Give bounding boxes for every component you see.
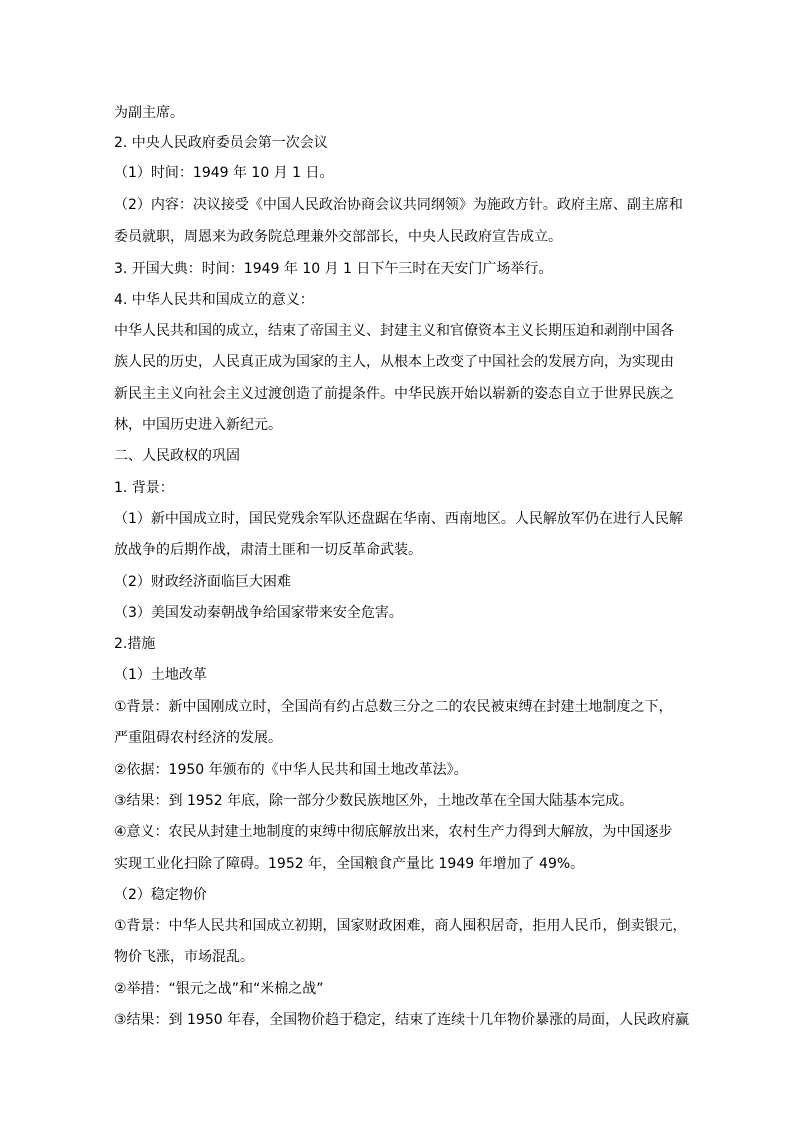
text-line: ②依据：1950 年颁布的《中华人民共和国土地改革法》。: [114, 762, 468, 778]
section-heading: 2. 中央人民政府委员会第一次会议: [114, 135, 328, 151]
text-line: ②举措：“银元之战”和“米棉之战”: [114, 981, 324, 997]
text-line: （3）美国发动秦朝战争给国家带来安全危害。: [114, 605, 403, 621]
subsection-heading: （1）土地改革: [114, 667, 207, 683]
text-line: 新民主主义向社会主义过渡创造了前提条件。中华民族开始以崭新的姿态自立于世界民族之: [114, 386, 674, 402]
chapter-heading: 二、人民政权的巩固: [114, 448, 240, 464]
text-line: 物价飞涨，市场混乱。: [114, 949, 254, 965]
text-line: （1）时间：1949 年 10 月 1 日。: [114, 165, 334, 181]
text-line: 族人民的历史，人民真正成为国家的主人，从根本上改变了中国社会的发展方向，为实现由: [114, 354, 674, 370]
text-line: 实现工业化扫除了障碍。1952 年，全国粮食产量比 1949 年增加了 49%。: [114, 856, 585, 872]
text-line: 林，中国历史进入新纪元。: [114, 417, 282, 433]
text-line: 委员就职，周恩来为政务院总理兼外交部部长，中央人民政府宣告成立。: [114, 229, 562, 245]
text-line: ①背景：新中国刚成立时，全国尚有约占总数三分之二的农民被束缚在封建土地制度之下，: [114, 699, 673, 715]
text-line: ③结果：到 1950 年春，全国物价趋于稳定，结束了连续十几年物价暴涨的局面，人民政府赢: [114, 1012, 690, 1028]
text-line: 为副主席。: [114, 105, 184, 121]
text-line: 放战争的后期作战，肃清土匪和一切反革命武装。: [114, 542, 422, 558]
section-heading: 3. 开国大典：时间：1949 年 10 月 1 日下午三时在天安门广场举行。: [114, 261, 553, 277]
text-line: 中华人民共和国的成立，结束了帝国主义、封建主义和官僚资本主义长期压迫和剥削中国各: [114, 323, 674, 339]
section-heading: 4. 中华人民共和国成立的意义：: [114, 292, 314, 308]
text-line: （2）财政经济面临巨大困难: [114, 574, 291, 590]
text-line: （2）内容：决议接受《中国人民政治协商会议共同纲领》为施政方针。政府主席、副主席和: [114, 197, 683, 213]
subsection-heading: （2）稳定物价: [114, 887, 207, 903]
text-line: 严重阻碍农村经济的发展。: [114, 730, 282, 746]
section-heading: 1. 背景：: [114, 480, 174, 496]
text-line: ①背景：中华人民共和国成立初期，国家财政困难，商人囤积居奇，拒用人民币，倒卖银元，: [114, 918, 687, 934]
text-line: ③结果：到 1952 年底，除一部分少数民族地区外，土地改革在全国大陆基本完成。: [114, 793, 634, 809]
text-line: （1）新中国成立时，国民党残余军队还盘踞在华南、西南地区。人民解放军仍在进行人民解: [114, 511, 683, 527]
section-heading: 2.措施: [114, 636, 156, 652]
text-line: ④意义：农民从封建土地制度的束缚中彻底解放出来，农村生产力得到大解放，为中国逐步: [114, 824, 673, 840]
